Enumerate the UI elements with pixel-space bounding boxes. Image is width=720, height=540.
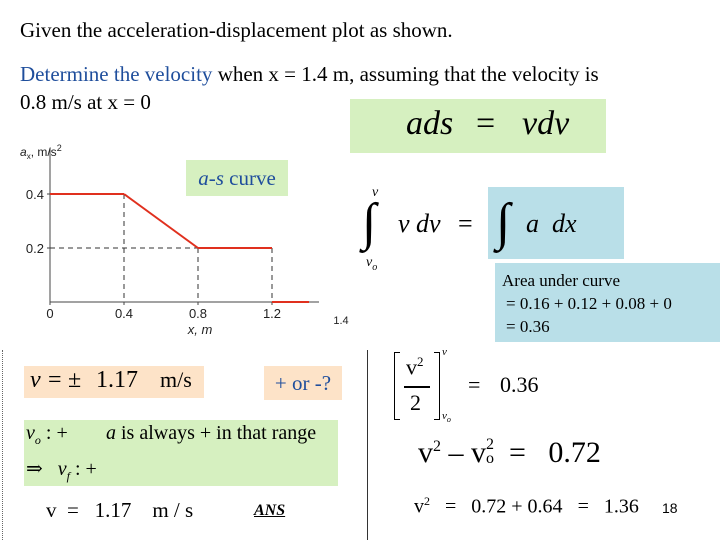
y-tick-label-0: 0.4 [25,187,44,202]
problem-line-1 [20,62,599,87]
title-line: Given the acceleration-displacement plot as shown. [20,18,453,42]
v2-minus-vo2-equation: $v^2 - v2$ o = 0.72 [418,436,601,469]
bracket-lower: $v_o$ [442,410,451,425]
sign-line-1-right: a is always + in that range [106,422,317,444]
x-tick-label-2: 0.8 [188,306,208,321]
x-tick-label-3: 1.2 [262,306,282,321]
integral-right-body: a dx [526,209,577,238]
sign-reasoning-box [24,420,338,486]
integral-sign-right: ∫ [496,194,511,251]
area-line-3: = 0.36 [506,317,550,336]
integral-equals: = [458,209,473,238]
problem-part-2: when x = 1.4 m, assuming that the velocity is [212,62,599,86]
x-axis-label: x, m [187,322,213,337]
curve-label-dash: - [208,166,216,190]
x-tick-label-4: 1.4 [333,315,349,327]
bracket-equation [394,346,594,425]
ans-label: ANS [254,502,286,519]
frac-line [404,386,430,388]
frac-num: $v^2$ [406,354,424,380]
ads-equation-box [350,99,606,153]
result-v: v [30,367,41,393]
page-number: 18 [662,500,678,516]
result-pm: ± [68,367,82,393]
series-segment-1 [124,194,198,248]
curve-label-s: s [215,166,224,190]
problem-part-1: Determine the velocity [20,62,213,86]
bracket-value: 0.36 [500,372,539,397]
final-velocity: v = 1.17 m / s [46,498,194,522]
integral-lower-limit: $v_o$ [366,255,378,273]
integral-sign-left: ∫ [362,194,377,251]
y-axis-label: $a_x$, $m/s^2$ [20,143,62,161]
integral-equation [356,185,616,275]
frac-den: 2 [410,390,421,415]
x-tick-label-1: 0.4 [114,306,134,321]
v2-sum-equation: $v^2$ = 0.72 + 0.64 = 1.36 [414,494,639,518]
curve-label-a: a [198,166,209,190]
y-tick-label-1: 0.2 [25,241,44,256]
result-unit: m/s [160,367,192,392]
ads-rhs: vdv [522,105,570,142]
result-eq: = [48,367,62,393]
bracket-eq: = [468,372,481,397]
bracket-right [434,352,440,420]
ads-lhs: ads [406,105,454,142]
integral-upper-limit: v [372,185,379,200]
area-line-1: Area under curve [502,271,620,290]
bracket-upper: v [442,346,447,358]
area-under-curve-box [495,263,720,342]
result-box [24,366,204,398]
sign-line-2: ⇒ $v_f$ : + [26,458,97,483]
bracket-left [394,352,400,420]
integral-left-body: v dv [398,209,441,238]
area-line-2: = 0.16 + 0.12 + 0.08 + 0 [506,294,672,313]
sign-line-1: $v_o$ : + [26,422,68,447]
problem-line-2: 0.8 m/s at x = 0 [20,90,151,114]
plus-or-minus-box: + or -? [264,366,342,400]
result-value: 1.17 [96,367,138,393]
curve-label-rest: curve [223,166,276,190]
ads-eq: = [476,105,496,142]
x-tick-label-0: 0 [46,306,54,321]
as-chart [0,130,380,350]
